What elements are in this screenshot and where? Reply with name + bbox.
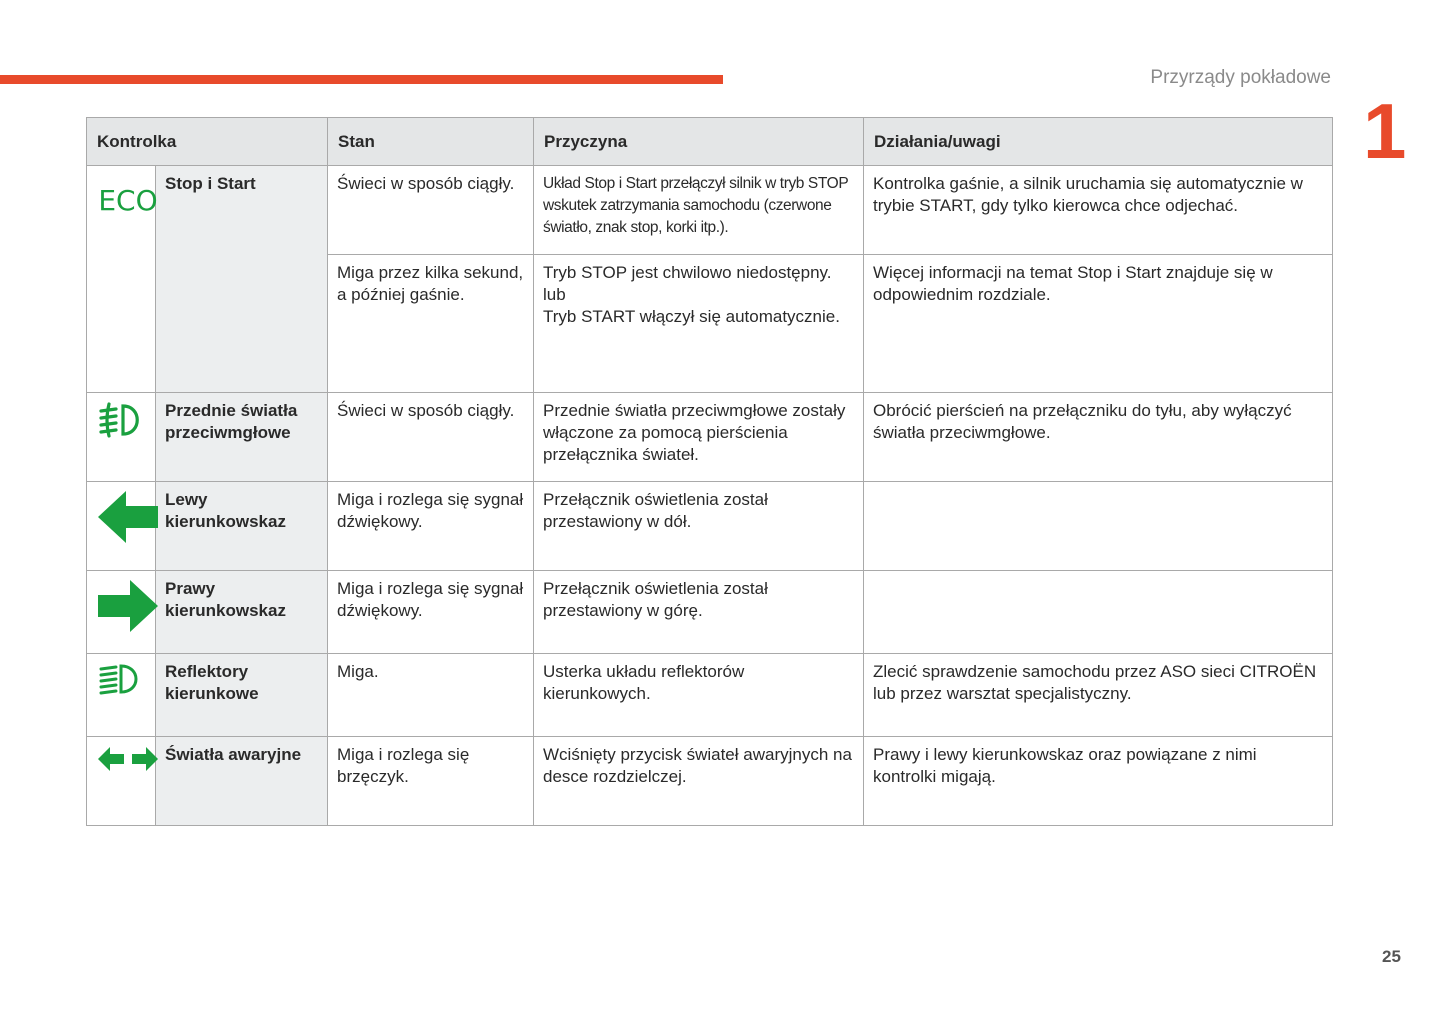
przyczyna-line: Tryb STOP jest chwilowo niedostępny. xyxy=(543,263,832,282)
table-header-row xyxy=(87,118,1333,166)
przyczyna-line: Tryb START włączył się automatycznie. xyxy=(543,307,840,326)
icon-cell xyxy=(87,571,156,654)
hazard-arrows-icon xyxy=(96,744,160,774)
warning-light-name: Światła awaryjne xyxy=(156,737,328,826)
left-arrow-icon xyxy=(96,489,160,545)
dzialania-cell: Obrócić pierścień na przełączniku do tyłu, aby wyłączyć światła przeciwmgłowe. xyxy=(864,393,1333,482)
przyczyna-cell: Układ Stop i Start przełączył silnik w tryb STOP wskutek zatrzymania samochodu (czerwone światło, znak stop, korki itp.). xyxy=(534,166,864,255)
warning-light-name: Lewy kierunkowskaz xyxy=(156,482,328,571)
header-accent-bar xyxy=(0,75,723,84)
przyczyna-line: lub xyxy=(543,285,566,304)
right-arrow-icon xyxy=(96,578,160,634)
dzialania-cell: Kontrolka gaśnie, a silnik uruchamia się automatycznie w trybie START, gdy tylko kierowca chce odjechać. xyxy=(864,166,1333,255)
warning-light-name: Przednie światła przeciwmgłowe xyxy=(156,393,328,482)
warning-light-name: Reflektory kierunkowe xyxy=(156,654,328,737)
dzialania-cell: Prawy i lewy kierunkowskaz oraz powiązane z nimi kontrolki migają. xyxy=(864,737,1333,826)
stan-cell: Miga i rozlega się sygnał dźwiękowy. xyxy=(328,571,534,654)
przyczyna-cell: Przełącznik oświetlenia został przestawiony w dół. xyxy=(534,482,864,571)
icon-cell xyxy=(87,737,156,826)
eco-icon-label: ECO xyxy=(98,184,158,214)
table-row xyxy=(87,393,1333,482)
page-number: 25 xyxy=(1382,947,1401,966)
warning-lights-table xyxy=(86,117,1333,826)
directional-headlamp-icon xyxy=(96,661,148,697)
table-row xyxy=(87,482,1333,571)
przyczyna-cell: Przełącznik oświetlenia został przestawiony w górę. xyxy=(534,571,864,654)
przyczyna-cell xyxy=(534,255,864,393)
stan-cell: Miga przez kilka sekund, a później gaśnie. xyxy=(328,255,534,393)
stan-cell: Miga i rozlega się brzęczyk. xyxy=(328,737,534,826)
icon-cell xyxy=(87,393,156,482)
dzialania-cell xyxy=(864,482,1333,571)
przyczyna-cell: Wciśnięty przycisk świateł awaryjnych na desce rozdzielczej. xyxy=(534,737,864,826)
column-header-dzialania: Działania/uwagi xyxy=(864,118,1333,166)
icon-cell xyxy=(87,482,156,571)
eco-icon xyxy=(96,184,160,214)
icon-cell xyxy=(87,654,156,737)
warning-light-name: Prawy kierunkowskaz xyxy=(156,571,328,654)
column-header-przyczyna: Przyczyna xyxy=(534,118,864,166)
stan-cell: Miga. xyxy=(328,654,534,737)
table-row xyxy=(87,571,1333,654)
stan-cell: Świeci w sposób ciągły. xyxy=(328,166,534,255)
dzialania-cell: Więcej informacji na temat Stop i Start znajduje się w odpowiednim rozdziale. xyxy=(864,255,1333,393)
stan-cell: Świeci w sposób ciągły. xyxy=(328,393,534,482)
column-header-stan: Stan xyxy=(328,118,534,166)
przyczyna-cell: Przednie światła przeciwmgłowe zostały włączone za pomocą pierścienia przełącznika świateł. xyxy=(534,393,864,482)
table-row xyxy=(87,654,1333,737)
icon-cell xyxy=(87,166,156,393)
stan-cell: Miga i rozlega się sygnał dźwiękowy. xyxy=(328,482,534,571)
dzialania-cell xyxy=(864,571,1333,654)
przyczyna-cell: Usterka układu reflektorów kierunkowych. xyxy=(534,654,864,737)
column-header-kontrolka: Kontrolka xyxy=(87,118,328,166)
dzialania-cell: Zlecić sprawdzenie samochodu przez ASO sieci CITROËN lub przez warsztat specjalistyczny. xyxy=(864,654,1333,737)
table-row xyxy=(87,737,1333,826)
warning-light-name: Stop i Start xyxy=(156,166,328,393)
chapter-number: 1 xyxy=(1363,87,1407,175)
table-row xyxy=(87,166,1333,255)
front-fog-light-icon xyxy=(96,400,148,440)
section-title: Przyrządy pokładowe xyxy=(1150,67,1331,88)
